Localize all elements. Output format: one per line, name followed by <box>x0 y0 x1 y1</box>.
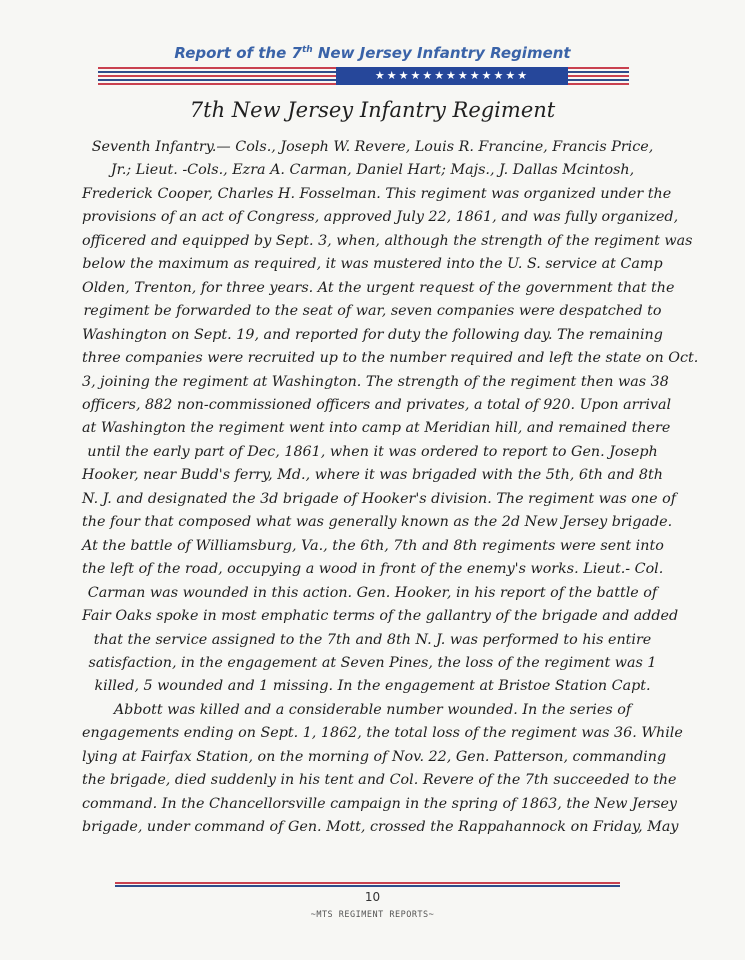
body-line: Jr.; Lieut. -Cols., Ezra A. Carman, Daniel Hart; Majs., J. Dallas Mcintosh, <box>110 162 635 179</box>
body-line: engagements ending on Sept. 1, 1862, the total loss of the regiment was 36. While <box>82 725 683 742</box>
body-line: Seventh Infantry.— Cols., Joseph W. Revere, Louis R. Francine, Francis Price, <box>91 139 654 155</box>
body-line: Abbott was killed and a considerable number wounded. In the series of <box>113 701 632 718</box>
body-line: the brigade, died suddenly in his tent and Col. Revere of the 7th succeeded to the <box>82 772 677 789</box>
body-line: provisions of an act of Congress, approved July 22, 1861, and was fully organized, <box>82 209 679 226</box>
flag-banner <box>98 67 629 85</box>
body-line: Frederick Cooper, Charles H. Fosselman. This regiment was organized under the <box>82 185 672 202</box>
body-line: the four that composed what was generally known as the 2d New Jersey brigade. <box>82 514 673 531</box>
body-line: At the battle of Williamsburg, Va., the 6th, 7th and 8th regiments were sent into <box>82 537 664 554</box>
body-line: until the early part of Dec, 1861, when it was ordered to report to Gen. Joseph <box>87 443 658 460</box>
footer-rule-blue <box>115 885 620 887</box>
body-line: command. In the Chancellorsville campaign in the spring of 1863, the New Jersey <box>82 795 677 812</box>
body-line: killed, 5 wounded and 1 missing. In the engagement at Bristoe Station Capt. <box>94 678 651 695</box>
stars-icon: ★★★★★★★★★★★★★ <box>374 69 530 82</box>
footer-note: ~MTS REGIMENT REPORTS~ <box>310 910 435 920</box>
page-number: 10 <box>364 890 381 904</box>
body-line: below the maximum as required, it was mustered into the U. S. service at Camp <box>82 256 663 273</box>
body-line: the left of the road, occupying a wood in front of the enemy's works. Lieut.- Col. <box>82 561 664 578</box>
body-line: brigade, under command of Gen. Mott, crossed the Rappahannock on Friday, May <box>82 819 679 836</box>
body-line: three companies were recruited up to the number required and left the state on Oct. <box>82 350 699 367</box>
body-line: regiment be forwarded to the seat of war, seven companies were despatched to <box>83 303 662 320</box>
body-line: Olden, Trenton, for three years. At the urgent request of the government that the <box>82 279 675 296</box>
document-heading: 7th New Jersey Infantry Regiment <box>189 98 556 122</box>
body-line: satisfaction, in the engagement at Seven Pines, the loss of the regiment was 1 <box>88 654 657 671</box>
body-line: lying at Fairfax Station, on the morning of Nov. 22, Gen. Patterson, commanding <box>82 748 667 765</box>
star-field <box>336 67 568 85</box>
body-line: Carman was wounded in this action. Gen. Hooker, in his report of the battle of <box>87 584 658 601</box>
body-line: Hooker, near Budd's ferry, Md., where it was brigaded with the 5th, 6th and 8th <box>82 467 663 484</box>
body-line: officers, 882 non-commissioned officers and privates, a total of 920. Upon arrival <box>82 396 672 413</box>
body-line: N. J. and designated the 3d brigade of Hooker's division. The regiment was one of <box>82 490 677 507</box>
body-line: at Washington the regiment went into camp at Meridian hill, and remained there <box>82 420 671 437</box>
body-line: that the service assigned to the 7th and 8th N. J. was performed to his entire <box>93 631 652 648</box>
footer-rule <box>115 882 620 888</box>
body-text <box>82 136 699 840</box>
body-line: Fair Oaks spoke in most emphatic terms of the gallantry of the brigade and added <box>82 608 679 625</box>
footer-rule-red <box>115 882 620 884</box>
body-line: officered and equipped by Sept. 3, when, although the strength of the regiment was <box>82 232 693 249</box>
report-header-title: Report of the 7th New Jersey Infantry Regiment <box>174 44 571 62</box>
body-line: Washington on Sept. 19, and reported for duty the following day. The remaining <box>82 326 663 343</box>
body-line: 3, joining the regiment at Washington. The strength of the regiment then was 38 <box>82 373 669 390</box>
